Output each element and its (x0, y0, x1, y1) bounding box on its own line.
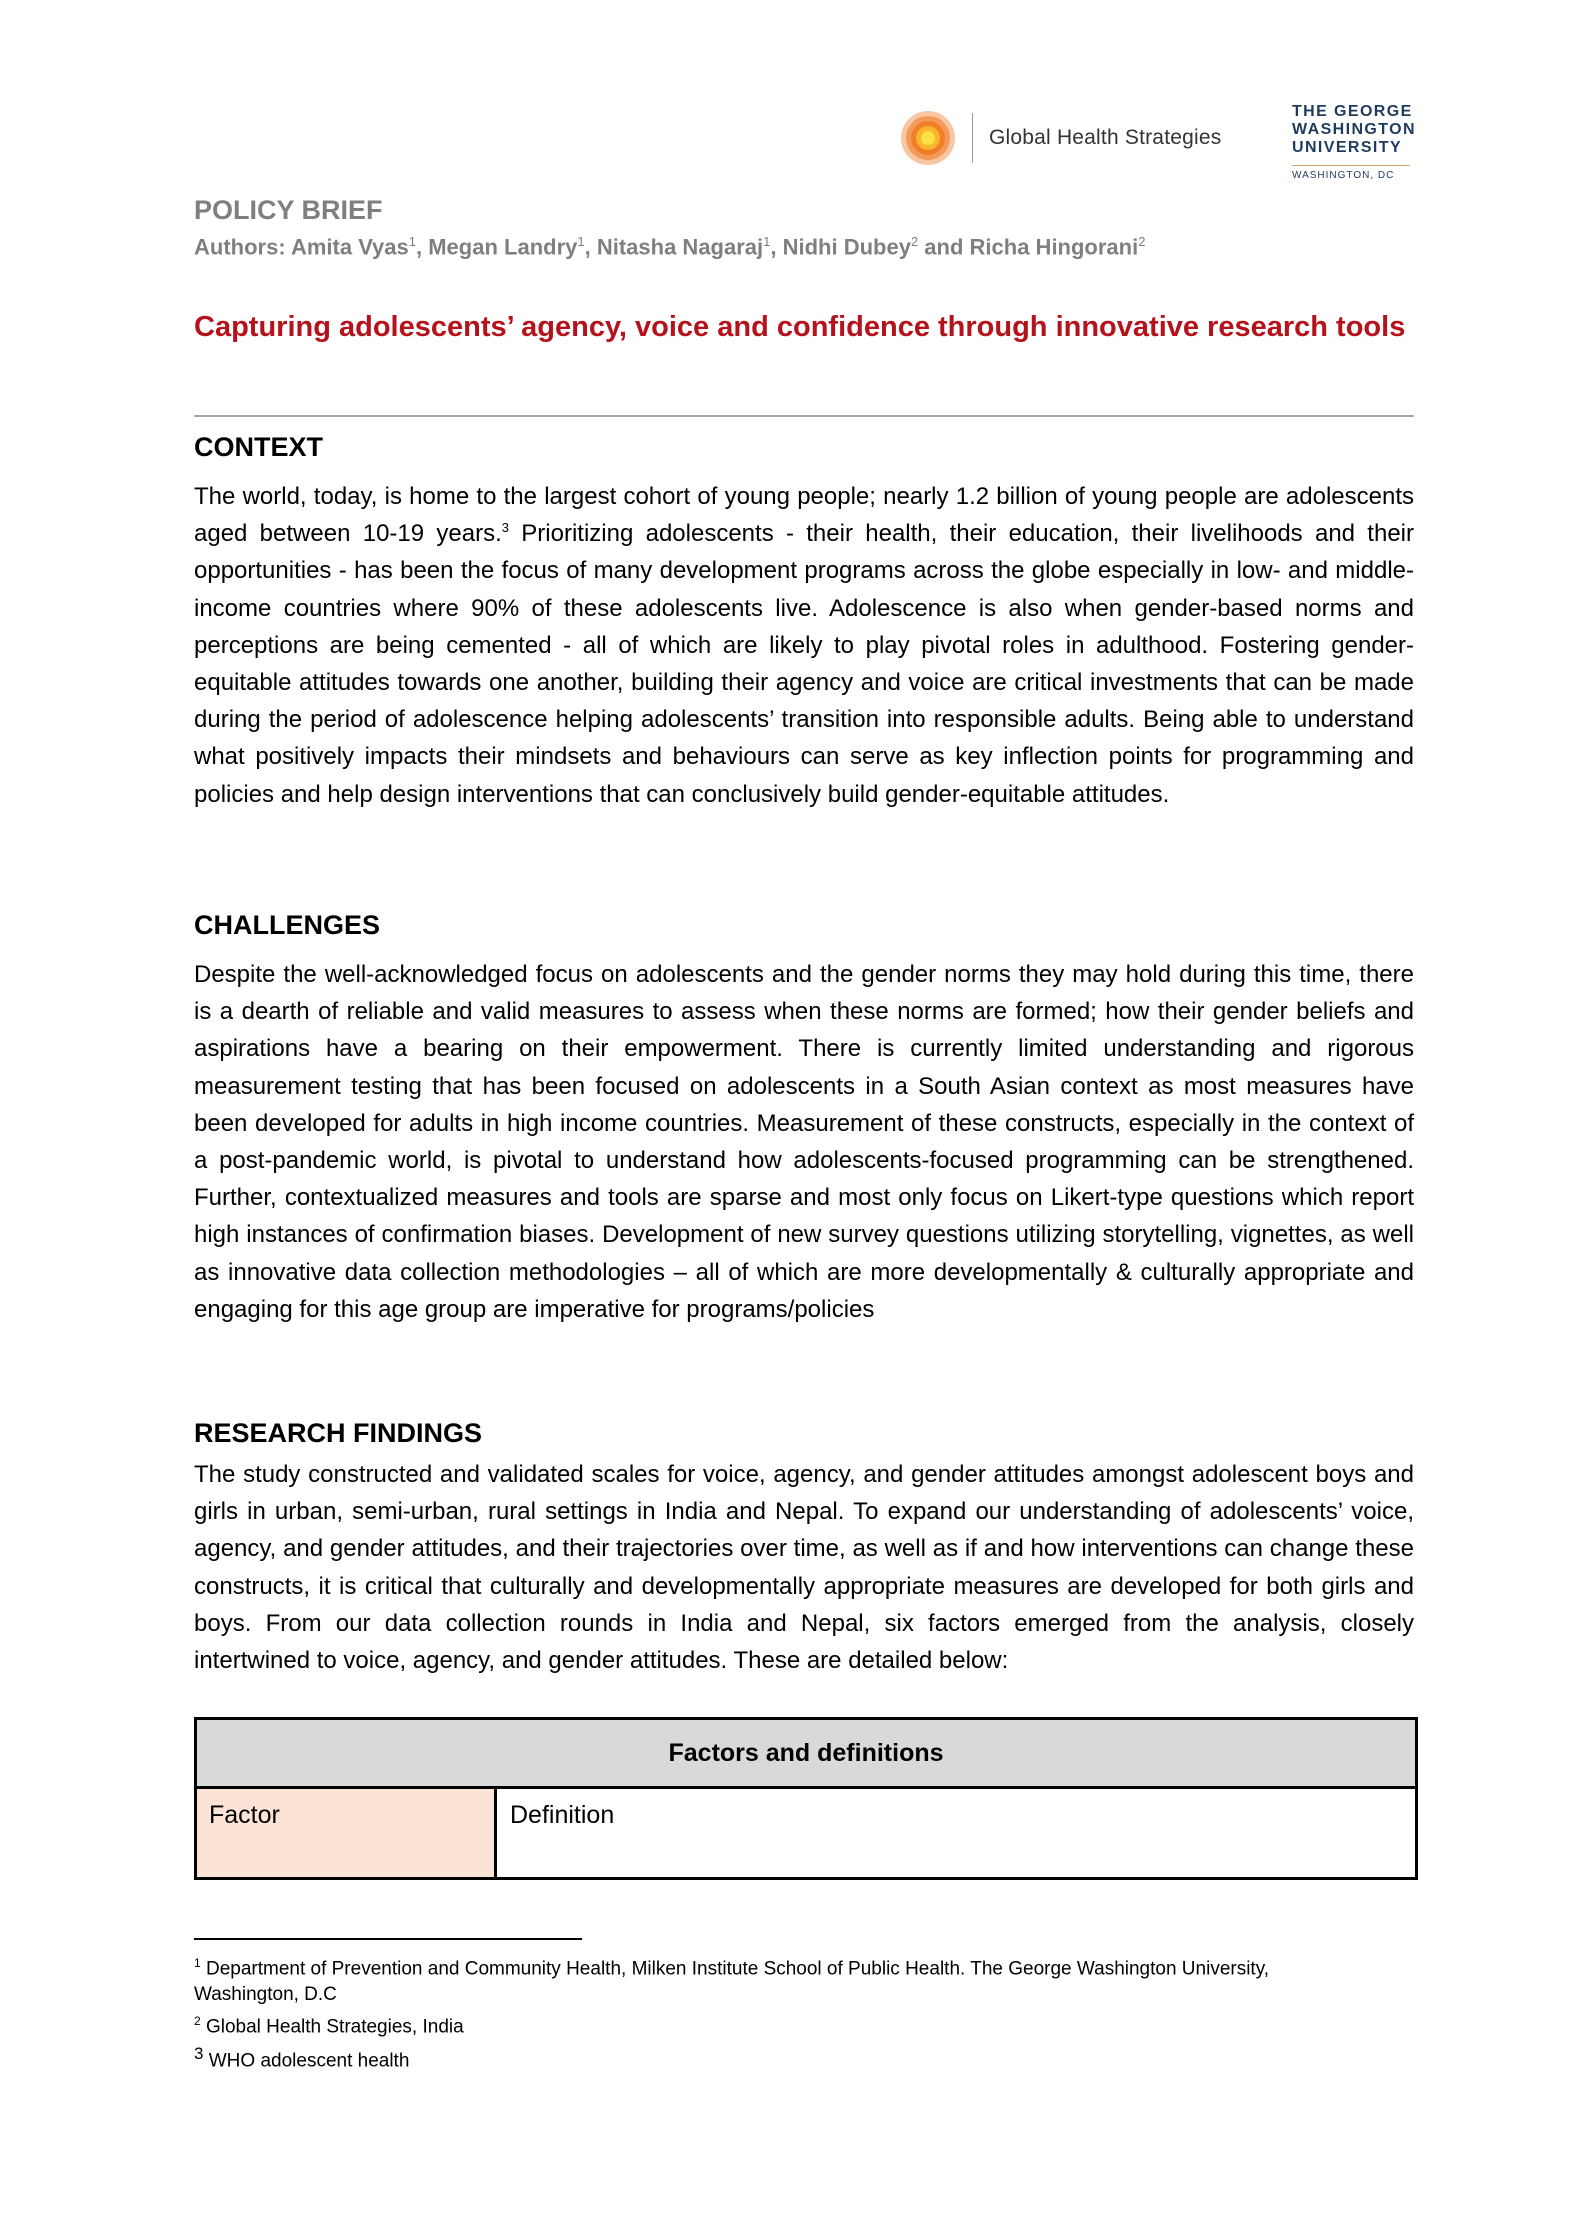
footnote-text: WHO adolescent health (203, 2049, 410, 2071)
title-divider (194, 415, 1414, 417)
footnote-divider (194, 1938, 582, 1940)
author-separator: , (416, 234, 429, 260)
author-affiliation-mark: 1 (577, 234, 585, 249)
author-affiliation-mark: 2 (910, 234, 919, 249)
footnote-mark: 1 (194, 1956, 201, 1970)
policy-brief-label: POLICY BRIEF (194, 195, 383, 225)
author-name: Nidhi Dubey (782, 234, 911, 260)
factor-column-header: Factor (197, 1789, 497, 1877)
author-separator: , (770, 234, 783, 260)
table-caption: Factors and definitions (197, 1720, 1415, 1789)
author-name: Amita Vyas (290, 234, 409, 260)
gwu-city: WASHINGTON, DC (1292, 170, 1395, 181)
author-affiliation-mark: 1 (763, 234, 771, 249)
ghs-sun-icon (900, 110, 956, 166)
context-text-2: Prioritizing adolescents - their health, their education, their livelihoods and their opportunities - has been the focus of many development programs across the globe especially in low- and middle-income countries where 90% of these adolescents live. Adolescence is also when gender-based norms and perceptions are being cemented - all of which are likely to play pivotal roles in adulthood. Fostering gender-equitable attitudes towards one another, building their agency and voice are critical investments that can be made during the period of adolescence helping adolescents’ transition into responsible adults. Being able to understand what positively impacts their mindsets and behaviours can serve as key inflection points for programming and policies and help design interventions that can conclusively build gender-equitable attitudes. (194, 520, 1414, 808)
author-name: Richa Hingorani (969, 234, 1139, 260)
author-separator: and (918, 234, 970, 260)
footnote-2 (194, 2008, 1354, 2040)
context-heading: CONTEXT (194, 432, 324, 462)
footnote-text: Department of Prevention and Community Health, Milken Institute School of Public Health. The George Washington University, Washington, D.C (194, 1958, 1270, 2006)
challenges-paragraph: Despite the well-acknowledged focus on adolescents and the gender norms they may hold during this time, there is a dearth of reliable and valid measures to assess when these norms are formed; how their gender beliefs and aspirations have a bearing on their empowerment. There is currently limited understanding and rigorous measurement testing that has been focused on adolescents in a South Asian context as most measures have been developed for adults in high income countries. Measurement of these constructs, especially in the context of a post-pandemic world, is pivotal to understand how adolescents-focused programming can be strengthened. Further, contextualized measures and tools are sparse and most only focus on Likert-type questions which report high instances of confirmation biases. Development of new survey questions utilizing storytelling, vignettes, as well as innovative data collection methodologies – all of which are more developmentally & culturally appropriate and engaging for this age group are imperative for programs/policies (194, 961, 1414, 1323)
gwu-line-3: UNIVERSITY (1292, 139, 1403, 156)
footnote-1 (194, 1950, 1354, 2008)
findings-heading: RESEARCH FINDINGS (194, 1418, 483, 1448)
definition-column-header: Definition (510, 1801, 615, 1829)
authors-line (194, 234, 1145, 260)
footnote-3 (194, 2041, 1354, 2074)
author-affiliation-mark: 1 (408, 234, 416, 249)
gwu-line-1: THE GEORGE (1292, 103, 1413, 120)
ghs-name: Global Health Strategies (989, 126, 1222, 149)
footnotes (194, 1950, 1354, 2074)
gwu-separator (1292, 165, 1410, 166)
document-title: Capturing adolescents’ agency, voice and confidence through innovative research tools (194, 311, 1406, 343)
findings-paragraph: The study constructed and validated scales for voice, agency, and gender attitudes amongst adolescent boys and girls in urban, semi-urban, rural settings in India and Nepal. To expand our understanding of adolescents’ voice, agency, and gender attitudes, and their trajectories over time, as well as if and how interventions can change these constructs, it is critical that culturally and developmentally appropriate measures are developed for both girls and boys. From our data collection rounds in India and Nepal, six factors emerged from the analysis, closely intertwined to voice, agency, and gender attitudes. These are detailed below: (194, 1461, 1414, 1675)
table-header-row (197, 1789, 1415, 1877)
ghs-divider (972, 113, 973, 163)
footnote-mark: 3 (194, 2043, 204, 2063)
ghs-logo (900, 108, 1221, 168)
challenges-heading: CHALLENGES (194, 910, 381, 940)
context-paragraph (194, 478, 1414, 813)
footnote-ref-3: 3 (501, 520, 509, 536)
factors-table (194, 1717, 1418, 1880)
gwu-line-2: WASHINGTON (1292, 121, 1416, 138)
author-name: Nitasha Nagaraj (596, 234, 764, 260)
author-separator: , (584, 234, 597, 260)
context-text-1: The world, today, is home to the largest cohort of young people; nearly 1.2 billion of young people are adolescents aged between 10-19 years. (194, 483, 1414, 548)
authors-prefix: Authors: (194, 234, 291, 260)
footnote-mark: 2 (194, 2014, 201, 2029)
author-name: Megan Landry (428, 234, 578, 260)
footnote-text: Global Health Strategies, India (200, 2016, 464, 2038)
author-affiliation-mark: 2 (1138, 234, 1146, 249)
gwu-logo (1292, 103, 1422, 181)
